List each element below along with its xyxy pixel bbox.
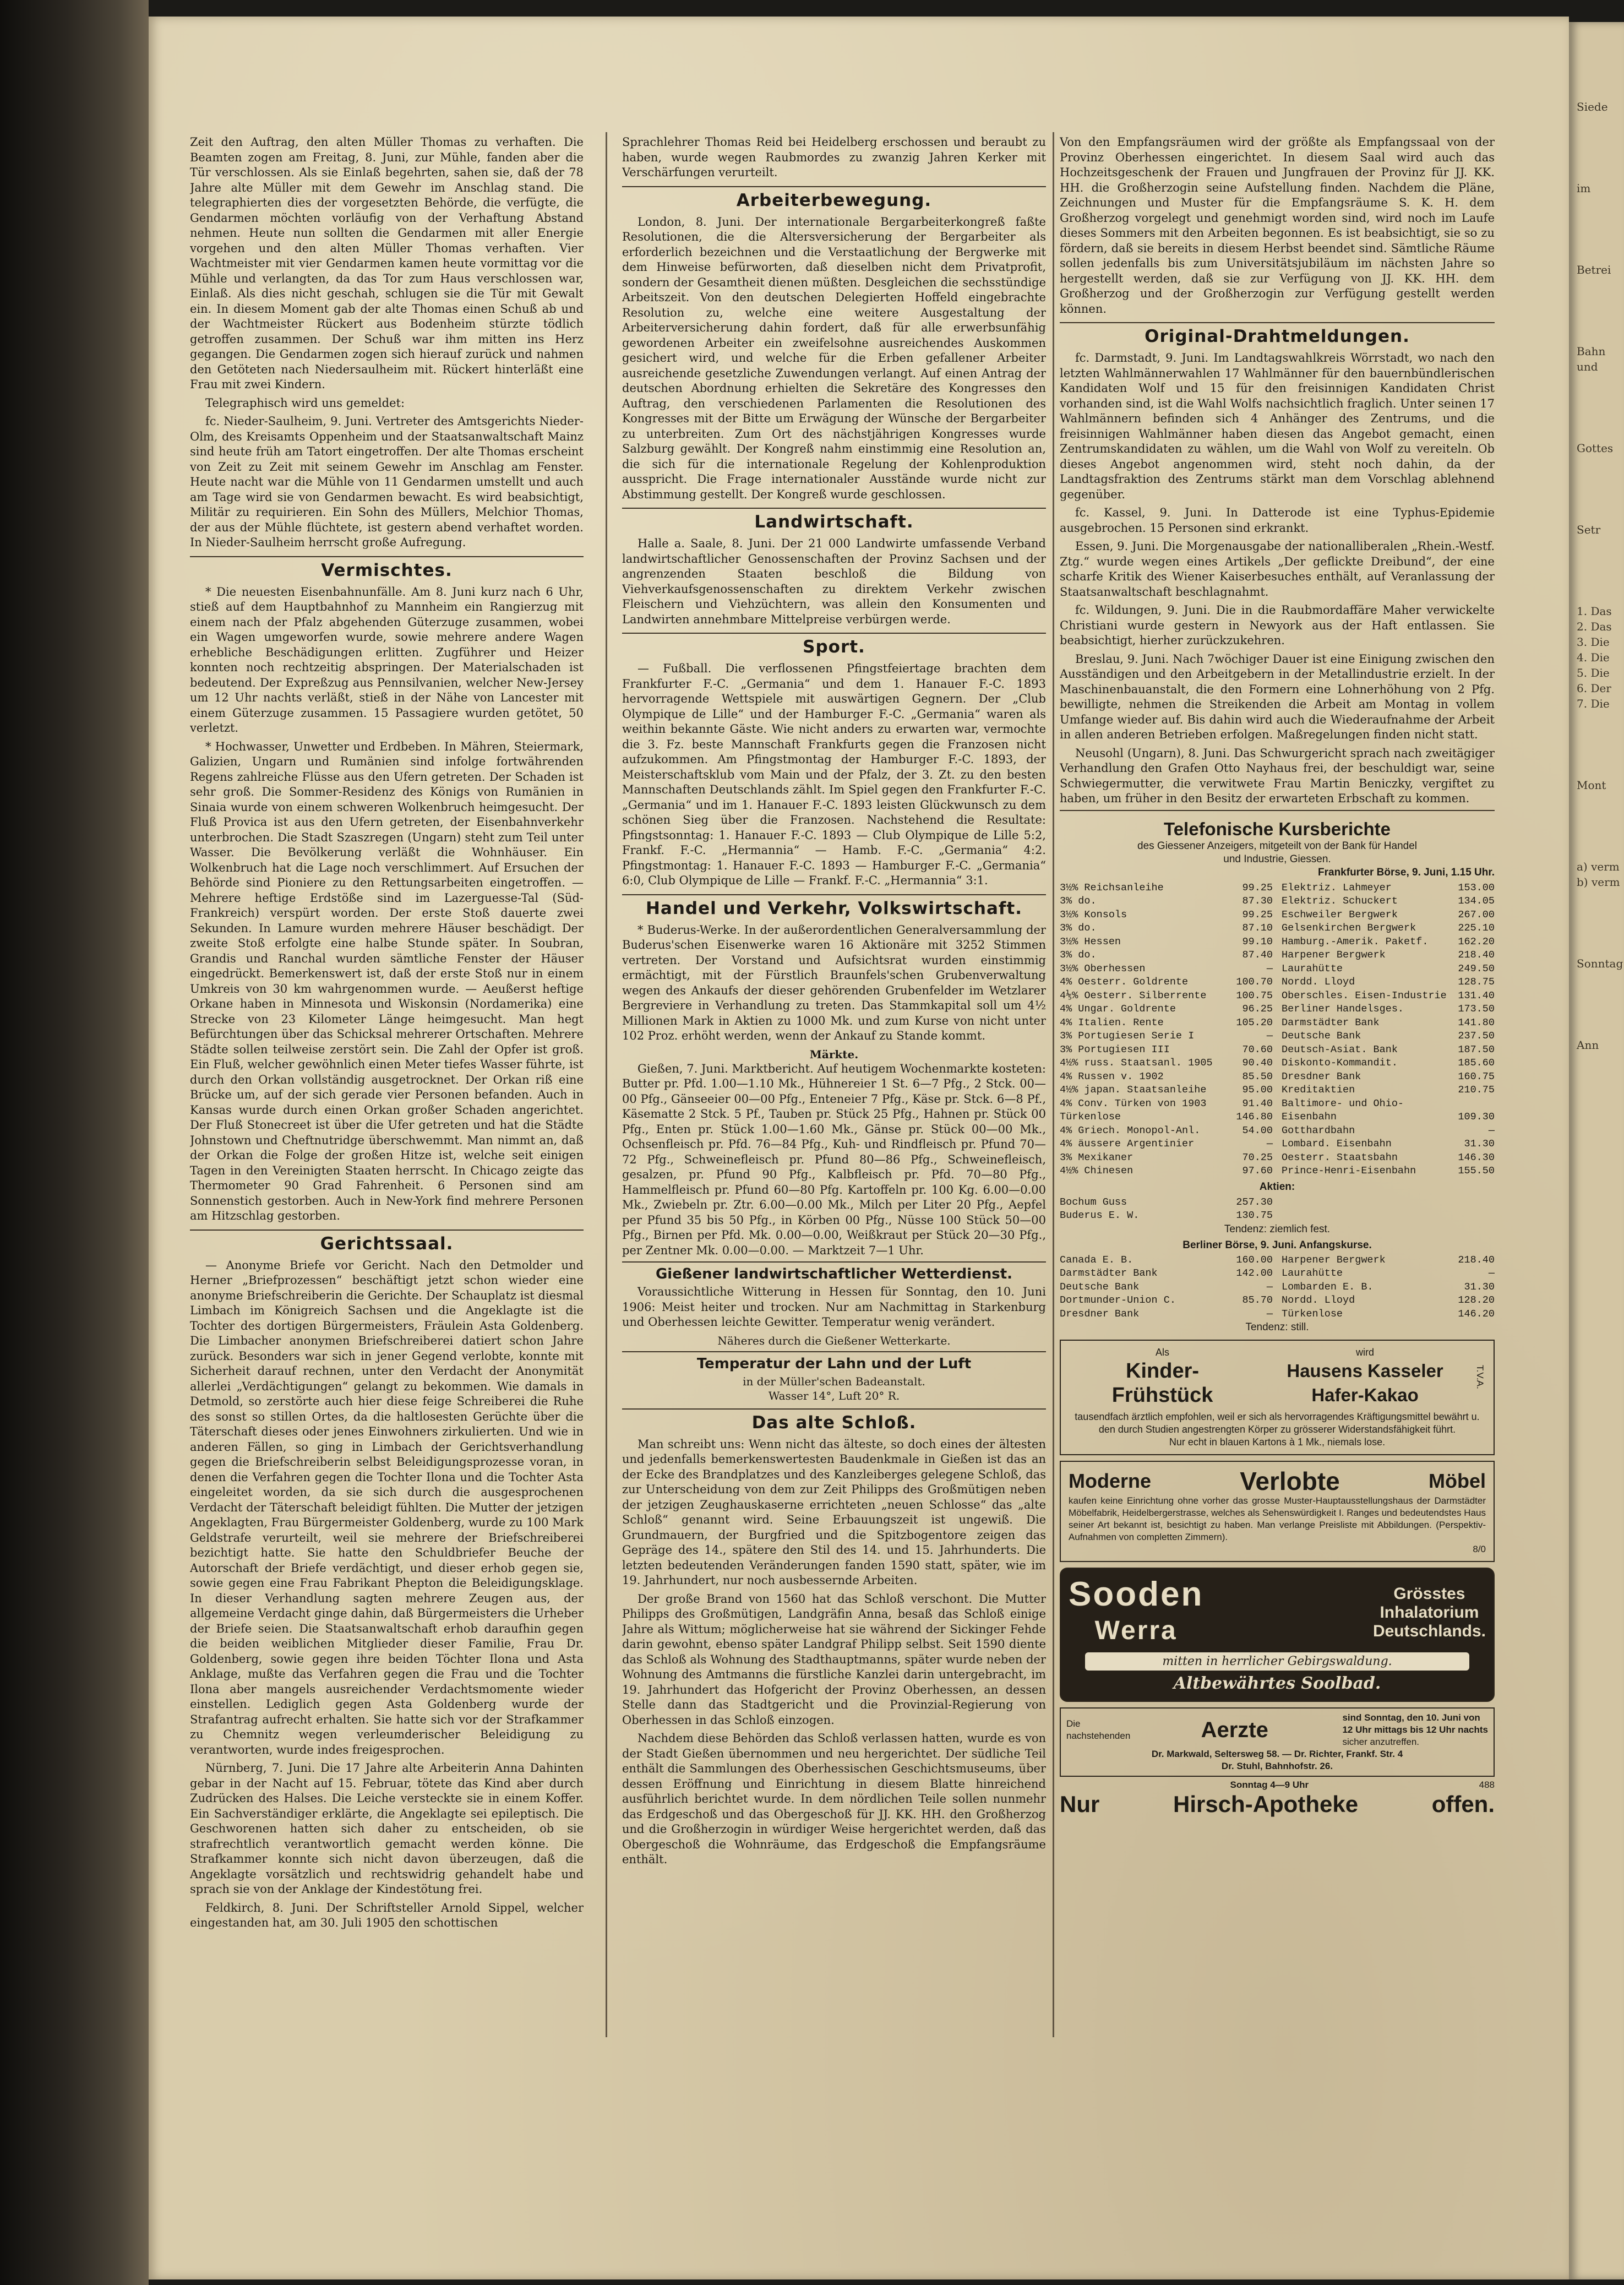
article-paragraph: Feldkirch, 8. Juni. Der Schriftsteller Arnold Sippel, welcher eingestanden hat, am 30. Juli 1905 den schottischen <box>190 1901 584 1929</box>
article-paragraph: * Hochwasser, Unwetter und Erdbeben. In Mähren, Steiermark, Galizien, Ungarn und Rumänien sind infolge fortwährenden Regens zahlreiche Flüsse aus den Ufern getreten. Der Schaden ist sehr groß. Die Sommer-Residenz des Königs von Rumänien in Sinaia wurde von einem schweren Wolkenbruch heimgesucht. Der Fluß Provica ist aus den Ufern getreten, der Eisenbahnverkehr unterbrochen. Die Stadt Szaszregen (Ungarn) steht zum Teil unter Wasser. Die Bevölkerung verläßt die Wohnhäuser. Ein Wolkenbruch hat die Lage noch verschlimmert. Auf Ersuchen der Behörde sind Pioniere zu den Rettungsarbeiten eingetroffen. — Mehrere heftige Erdstöße sind im Lazerguesse-Tal (Süd-Frankreich) verspürt worden. Der erste Stoß dauerte zwei Sekunden. In Lamure wurden mehrere Häuser beschädigt. Der zweite Stoß erfolgte eine halbe Stunde später. In Soubran, Grandis und Ranchal wurden sämtliche Fenster der Häuser eingedrückt. Bemerkenswert ist, daß der erste Stoß nur in einem Umkreis von 30 km wahrgenommen wurde. — Aeußerst heftige Orkane haben in Minnesota und Wiskonsin (Nordamerika) eine Strecke von 23 Kilometer Länge heimgesucht. Man hegt Befürchtungen über das Schicksal mehrerer Ortschaften. Mehrere Städte sollen teilweise zerstört sein. Die Zahl der Opfer ist groß. Ein Fluß, welcher gewöhnlich einen Meter tiefes Wasser führte, ist durch den Orkan vollständig ausgetrocknet. Der Orkan riß eine Brücke um, auf der sich gerade vier Personen befanden. Auch in Kansas wurde durch einen Orkan großer Schaden angerichtet. Der Fluß Stonecreet ist über die Ufer getreten und hat die Städte Johnstown und Cheftnutridge überschwemmt. Man nimmt an, daß der Orkan die Folge der großen Hitze ist, welche seit einigen Tagen in den Vereinigten Staaten herrscht. In Chicago zeigte das Thermometer 90 Grad Fahrenheit. 6 Personen sind am Sonnenstich gestorben. Auch in New-York find mehrere Personen am Hitzschlag gestorben. <box>190 739 584 1222</box>
stock-name: 3% do. <box>1060 922 1097 934</box>
stock-value: 31.30 <box>1464 1281 1495 1293</box>
frankfurt-exchange-header: Frankfurter Börse, 9. Juni, 1.15 Uhr. <box>1318 866 1495 878</box>
stock-name: 4½% Chinesen <box>1060 1165 1133 1177</box>
stock-name: Nordd. Lloyd <box>1282 976 1355 988</box>
stock-value: 87.30 <box>1242 895 1273 907</box>
stock-row <box>1060 1196 1273 1210</box>
stock-name: Oberschles. Eisen-Industrie <box>1282 989 1447 1002</box>
stock-row <box>1282 1151 1495 1165</box>
notice-doctor: Dr. Markwald, Seltersweg 58. — Dr. Richter, Frankf. Str. 4 <box>1151 1749 1403 1759</box>
stock-name: Oesterr. Staatsbahn <box>1282 1151 1398 1163</box>
stock-row <box>1282 922 1495 935</box>
stock-row <box>1282 935 1495 949</box>
adjacent-page-word: 7. Die <box>1577 697 1610 710</box>
adjacent-page-word: Bahn und <box>1577 345 1606 373</box>
stock-row <box>1282 1084 1495 1097</box>
stock-name: Dresdner Bank <box>1282 1070 1361 1082</box>
stock-value: 99.10 <box>1242 935 1273 948</box>
ad-text: tausendfach ärztlich empfohlen, weil er sich als hervorragendes Kräftigungsmittel bewährt u. den durch Studien angestrengten Körper zu grösserer Widerstandsfähigkeit führt. <box>1075 1411 1480 1435</box>
adjacent-page-word: b) verm <box>1577 875 1620 889</box>
stock-row <box>1060 935 1273 949</box>
stock-row <box>1282 908 1495 922</box>
stock-column-right <box>1282 882 1495 1178</box>
stock-name: 4½% russ. Staatsanl. 1905 <box>1060 1057 1213 1069</box>
ad-headline: Hafer-Kakao <box>1311 1385 1419 1405</box>
stock-row <box>1282 882 1495 895</box>
adjacent-page-word: a) verm <box>1577 860 1620 873</box>
stock-row <box>1060 962 1273 976</box>
notice-headline: Nur <box>1060 1791 1100 1817</box>
ad-headline: Werra <box>1094 1616 1178 1645</box>
stock-value: 173.50 <box>1458 1003 1495 1015</box>
article-paragraph: fc. Kassel, 9. Juni. In Datterode ist eine Typhus-Epidemie ausgebrochen. 15 Personen sind erkrankt. <box>1060 506 1495 535</box>
stock-name: Hamburg.-Amerik. Paketf. <box>1282 935 1429 948</box>
aktien-header: Aktien: <box>1259 1180 1295 1193</box>
stock-row <box>1282 1097 1495 1111</box>
stock-row <box>1060 1124 1273 1138</box>
stock-value: 160.00 <box>1236 1254 1273 1266</box>
notice-text: Sonntag 4—9 Uhr <box>1230 1780 1309 1790</box>
stock-row <box>1282 895 1495 908</box>
stock-name: 3% Portugiesen Serie I <box>1060 1030 1195 1042</box>
stock-row <box>1060 1151 1273 1165</box>
stock-name: Gotthardbahn <box>1282 1124 1355 1136</box>
stock-row <box>1282 1111 1495 1124</box>
ad-headline: Grösstes <box>1393 1585 1465 1603</box>
notice-aerzte <box>1060 1707 1495 1777</box>
stock-row <box>1060 1097 1273 1111</box>
stock-name: 3½% Konsols <box>1060 908 1127 921</box>
stock-value: 146.30 <box>1458 1151 1495 1163</box>
stock-value: 267.00 <box>1458 908 1495 921</box>
stock-row <box>1282 1043 1495 1057</box>
stock-name: 4% Conv. Türken von 1903 <box>1060 1097 1207 1109</box>
notice-text: sind Sonntag, den 10. Juni von <box>1342 1712 1480 1723</box>
stock-report-subtitle: und Industrie, Giessen. <box>1223 853 1331 865</box>
stock-name: Laurahütte <box>1282 962 1343 975</box>
stock-column-right <box>1282 1254 1495 1321</box>
section-heading: Handel und Verkehr, Volkswirtschaft. <box>622 894 1046 918</box>
article-paragraph: * Die neuesten Eisenbahnunfälle. Am 8. Juni kurz nach 6 Uhr, stieß auf dem Hauptbahnhof zu Mannheim ein Rangierzug mit einem nach der Pfalz abgehenden Güterzuge zusammen, wobei ein Wagen umgeworfen wurde, sowie mehrere andere Wagen erhebliche Beschädigungen erlitten. Zugführer und Heizer konnten noch rechtzeitig abspringen. Der Materialschaden ist bedeutend. Der Expreßzug aus Pennsilvanien, welcher New-Jersey um 12 Uhr nachts verläßt, stieß in der Nähe von Lancester mit einem Güterzuge zusammen. 15 Passagiere wurden getötet, 50 verletzt. <box>190 585 584 735</box>
stock-value: 155.50 <box>1458 1165 1495 1177</box>
stock-row <box>1282 1016 1495 1030</box>
article-paragraph: Breslau, 9. Juni. Nach 7wöchiger Dauer ist eine Einigung zwischen den Ausständigen und den Arbeitgebern in der Metallindustrie erzielt. In der Maschinenbauanstalt, die den Formern eine Lohnerhöhung von 2 Pfg. bewilligte, nehmen die Streikenden die Arbeit am Montag in vollem Umfange wieder auf. Bis dahin wird auch die Wiederaufnahme der Arbeit in allen anderen Betrieben erfolgen. Maßregelungen finden nicht statt. <box>1060 652 1495 741</box>
stock-name: 4% Griech. Monopol-Anl. <box>1060 1124 1201 1136</box>
stock-row <box>1282 1138 1495 1151</box>
stock-name: Kreditaktien <box>1282 1084 1355 1096</box>
stock-name: Eschweiler Bergwerk <box>1282 908 1398 921</box>
section-heading: Sport. <box>622 633 1046 657</box>
section-heading: Das alte Schloß. <box>622 1408 1046 1433</box>
stock-row <box>1282 962 1495 976</box>
adjacent-page-word: Setr <box>1577 523 1601 536</box>
stock-report-subtitle: des Giessener Anzeigers, mitgeteilt von der Bank für Handel <box>1137 840 1417 852</box>
article-paragraph: Zeit den Auftrag, den alten Müller Thomas zu verhaften. Die Beamten zogen am Freitag, 8. Juni, zur Mühle, fanden aber die Tür verschlossen. Als sie Einlaß begehrten, sahen sie, daß der 78 Jahre alte Müller mit dem Gewehr im Anschlag stand. Die telegraphierten dies der vorgesetzten Behörde, die verfügte, die Gendarmen möchten vorläufig von der Verhaftung Abstand nehmen. Heute nun sollten die Gendarmen mit aller Energie vorgehen und den alten Müller Thomas verhaften. Vier Wachtmeister mit vier Gendarmen kamen heute vormittag vor die Mühle und verlangten, da das Tor zum Haus verschlossen war, Einlaß. Als dies nicht geschah, schlugen sie die Tür mit Gewalt ein. In diesem Moment gab der alte Thomas einen Schuß ab und der Wachtmeister Rückert aus Bodenheim stürzte tödlich getroffen zusammen. Der Schuß war ihm mitten ins Herz gegangen. Die Gendarmen zogen sich hierauf zurück und nahmen den Getöteten nach Niedersaulheim mit. Rückert hinterläßt eine Frau mit zwei Kindern. <box>190 135 584 391</box>
stock-value: 128.75 <box>1458 976 1495 988</box>
stock-name: 3½% Reichsanleihe <box>1060 882 1164 894</box>
adjacent-page-word: 6. Der <box>1577 682 1611 695</box>
adjacent-page-word: 5. Die <box>1577 666 1610 679</box>
stock-row <box>1282 1003 1495 1016</box>
stock-value: 218.40 <box>1458 949 1495 961</box>
stock-row <box>1060 1070 1273 1084</box>
stock-value: 131.40 <box>1458 989 1495 1002</box>
stock-value: 85.70 <box>1242 1294 1273 1306</box>
stock-name: Dortmunder-Union C. <box>1060 1294 1176 1306</box>
market-tendency: Tendenz: still. <box>1245 1321 1309 1333</box>
stock-name: Darmstädter Bank <box>1282 1016 1380 1029</box>
stock-row <box>1060 1003 1273 1016</box>
stock-value: 225.10 <box>1458 922 1495 934</box>
stock-value: — <box>1266 1138 1273 1150</box>
stock-row <box>1282 1254 1495 1267</box>
ad-headline: Verlobte <box>1240 1467 1340 1495</box>
stock-column-aktien <box>1060 1196 1273 1223</box>
stock-column-left <box>1060 1254 1273 1321</box>
stock-name: 4½% japan. Staatsanleihe <box>1060 1084 1207 1096</box>
stock-name: Deutsch-Asiat. Bank <box>1282 1043 1398 1056</box>
column-1 <box>190 135 584 2023</box>
column-divider <box>606 132 607 2037</box>
section-heading: Original-Drahtmeldungen. <box>1060 322 1495 346</box>
adjacent-page-word: Betrei <box>1577 263 1611 276</box>
notice-headline: Hirsch-Apotheke <box>1173 1791 1359 1817</box>
stock-row <box>1060 1057 1273 1070</box>
column-divider <box>1053 132 1054 2037</box>
stock-value: 87.40 <box>1242 949 1273 961</box>
stock-name: Berliner Handelsges. <box>1282 1003 1404 1015</box>
ad-text: Als <box>1156 1347 1170 1358</box>
stock-name: Elektriz. Schuckert <box>1282 895 1398 907</box>
stock-value: 142.00 <box>1236 1267 1273 1279</box>
stock-column-left <box>1060 882 1273 1178</box>
ad-headline: Kinder- <box>1126 1359 1200 1383</box>
stock-name: 4% Ungar. Goldrente <box>1060 1003 1176 1015</box>
stock-table-aktien <box>1060 1196 1495 1223</box>
article-paragraph: fc. Darmstadt, 9. Juni. Im Landtagswahlkreis Wörrstadt, wo nach den letzten Wahlmännerwahlen 17 Wahlmänner für den bauernbündlerischen Kandidaten Wolf und 15 für den freisinnigen Kandidaten Christ vorhanden sind, ist die Wahl Wolfs nachsichtlich fraglich. Unter seinen 17 Wahlmännern befinden sich 4 Anhänger des Zentrums, und die freisinnigen Wahlmänner haben diesen das Angebot gemacht, einen Zentrumskandidaten zu wählen, um die Wahl von Wolf zu vereiteln. Ob dieses Angebot angenommen wird, steht noch dahin, da der Landtagsfraktion des Zentrums stärkt man dem Vorschlag ablehnend gegenüber. <box>1060 351 1495 501</box>
stock-row <box>1282 1281 1495 1294</box>
stock-name: Baltimore- und Ohio- <box>1282 1097 1404 1109</box>
adjacent-page-word: 4. Die <box>1577 651 1610 664</box>
stock-value: 99.25 <box>1242 908 1273 921</box>
ad-headline: Deutschlands. <box>1372 1622 1486 1640</box>
article-paragraph: — Anonyme Briefe vor Gericht. Nach den Detmolder und Herner „Briefprozessen“ beschäftigt jetzt schon wieder eine anonyme Briefschreiberin die Gerichte. Der Schauplatz ist diesmal Limbach im Königreich Sachsen und die Angeklagte ist die Tochter des dortigen Bürgermeisters, Fräulein Asta Goldenberg. Die Limbacher anonymen Briefschreiberei datiert schon Jahre zurück. Besonders war sich in jener Gegend verlobte, konnte mit Sicherheit darauf rechnen, unter den Verdacht der Anonymität allerlei „Verdächtigungen“ gelangt zu bekommen. Wie damals in Detmold, so zerstörte auch hier diese feige Schreiberei die Ruhe des sonst so stillen Ortes, da die haltlosesten Gerüchte über die Täterschaft dieses oder jenes Einwohners zirkulierten. Und wie in anderen Fällen, so ging in Limbach der Gerichtsverhandlung gegen die Briefschreiberin selbst Beleidigungsprozesse voran, in denen die Verfahren gegen die Tochter Ilona und die Tochter Asta eingeleitet worden, da sie sich durch die ausgesprochenen Verdacht der Täterschaft beleidigt fühlten. Die Mutter der jetzigen Angeklagten, Frau Bürgermeister Goldenberg, wurde zu 100 Mark Geldstrafe verurteilt, weil sie mehrere der Briefschreiberei bezichtigt hatte. Sie hatte den Schuldbriefer Beuche der Autorschaft der Briefe verdächtigt, und dieser erhob gegen sie, sowie gegen eine Frau Fabrikant Phepton die Beleidigungsklage. In dieser Verhandlung sagten mehrere Zeugen aus, der allgemeine Verdacht ginge dahin, daß Bürgermeisters die Urheber der Briefe seien. Die Staatsanwaltschaft erhob daraufhin gegen die beiden weiblichen Mitglieder dieser Familie, Frau Dr. Goldenberg, sowie gegen ihre beiden Töchter Ilona und Asta Anklage, mußte das Verfahren gegen die Frau und die Tochter Ilona aber mangels ausreichender Verdachtsmomente wieder einstellen. Lediglich gegen Asta Goldenberg wurde der Strafantrag aufrecht erhalten. Sie hatte sich vor der Strafkammer zu Chemnitz wegen verleumderischer Beleidigung zu verantworten, wurde indes freigesprochen. <box>190 1258 584 1756</box>
book-binding-shadow <box>0 0 149 2285</box>
stock-value: 97.60 <box>1242 1165 1273 1177</box>
stock-name: 4⅕% Oesterr. Silberrente <box>1060 989 1207 1002</box>
stock-value: 109.30 <box>1458 1111 1495 1123</box>
stock-row <box>1282 976 1495 989</box>
ad-side-mark: T.V.A. <box>1475 1364 1485 1389</box>
stock-row <box>1060 1254 1273 1267</box>
ad-headline: Hausens Kasseler <box>1287 1361 1443 1381</box>
subheading: Märkte. <box>809 1047 859 1061</box>
stock-value: 105.20 <box>1236 1016 1273 1029</box>
article-paragraph: * Buderus-Werke. In der außerordentlichen Generalversammlung der Buderus'schen Eisenwerke waren 16 Aktionäre mit 3252 Stimmen vertreten. Der Vorstand und Aufsichtsrat wurden einstimmig ermächtigt, mit der Fürstlich Braunfels'schen Grubenverwaltung wegen des Ankaufs der dieser gehörenden Grubenfelder im Wetzlarer Bergreviere in Verhandlung zu treten. Das Stammkapital soll um 4½ Millionen Mark in Aktien zu 1000 Mk. und zum Kurse von nicht unter 102 Proz. erhöht werden, wenn der Ankauf zu Stande kommt. <box>622 923 1046 1042</box>
adjacent-page-word: 1. Das <box>1577 605 1612 618</box>
stock-value: 257.30 <box>1236 1196 1273 1208</box>
stock-value: — <box>1266 962 1273 975</box>
stock-value: 141.80 <box>1458 1016 1495 1029</box>
horizontal-rule <box>622 1261 1046 1263</box>
stock-row <box>1060 1209 1273 1223</box>
stock-value: 210.75 <box>1458 1084 1495 1096</box>
notice-text: 12 Uhr mittags bis 12 Uhr nachts <box>1342 1724 1488 1735</box>
stock-row <box>1282 1165 1495 1178</box>
stock-name: Darmstädter Bank <box>1060 1267 1158 1279</box>
article-paragraph: — Fußball. Die verflossenen Pfingstfeiertage brachten dem Frankfurter F.-C. „Germania“ und dem 1. Hanauer F.-C. 1893 hervorragende Wettspiele mit auswärtigen Gegnern. Der „Club Olympique de Lille“ und der Hamburger F.-C. „Germania“ waren als weithin bekannte Gäste. Wie nicht anders zu erwarten war, vermochte die 3. Fz. beste Mannschaft Frankfurts gegen die Franzosen nicht aufzukommen. Am Pfingstmontag der Hamburger F.-C. 1893, der Meisterschaftsklub vom Main und der Pfalz, der 3. Zt. zu den besten Mannschaften Deutschlands zählt. Im Spiel gegen den Frankfurter F.-C. „Germania“ und im 1. Hanauer F.-C. 1893 leisten Glückwunsch zu dem schönen Sieg über die Franzosen. Nachstehend die Resultate: Pfingstsonntag: 1. Hanauer F.-C. 1893 — Club Olympique de Lille 5:2, Frankf. F.-C. „Hermannia“ — Hamb. F.-C. „Germania“ 4:2. Pfingstmontag: 1. Hanauer F.-C. 1893 — Hamburger F.-C. „Germania“ 6:0, Club Olympique de Lille — Frankf. F.-C. „Hermannia“ 3:1. <box>622 662 1046 887</box>
ad-text: kaufen keine Einrichtung ohne vorher das grosse Muster-Hauptausstellungshaus der Darmstädter Möbelfabrik, Heidelbergerstrasse, welches als Sehenswürdigkeit I. Ranges und bedeutendstes Haus seiner Art bekannt ist, besichtigt zu haben. Man verlange Preisliste mit Abbildungen. (Perspektiv-Aufnahmen von completten Zimmern). <box>1069 1495 1486 1542</box>
article-paragraph: Man schreibt uns: Wenn nicht das älteste, so doch eines der ältesten und jedenfalls bemerkenswertesten Baudenkmale in Gießen ist das an der Ecke des Brandplatzes und des Kanzleiberges gelegene Schloß, das zur Unterscheidung von dem zur Zeit Philipps des Großmütigen neben der jetzigen Zeughauskaserne errichteten „neuen Schlosse“ das „alte Schloß“ genannt wird. Seine Erbauungszeit ist ungewiß. Die Grundmauern, der Burgfried und die Spitzbogentore zeigen das Gepräge des 14., spätere den Stil des 14. und 15. Jahrhunderts. Die letzten bedeutenden Veränderungen fanden 1590 statt, später, wie im 19. Jahrhundert, nur noch ausbessernde Arbeiten. <box>622 1437 1046 1587</box>
article-paragraph: Von den Empfangsräumen wird der größte als Empfangssaal von der Provinz Oberhessen eingerichtet. In diesem Saal wird auch das Hochzeitsgeschenk der Frauen und Jungfrauen der Provinz für JJ. KK. HH. die Großherzogin seine Aufstellung finden. Nachdem die Pläne, Zeichnungen und Muster für die Empfangsräume S. K. H. dem Großherzog vorgelegt und genehmigt worden sind, wird noch im Laufe dieses Sommers mit den Arbeiten begonnen. Es ist beabsichtigt, sie so zu fördern, daß sie bereits in diesem Herbst beendet sind. Sämtliche Räume sollen jedenfalls bis zum Universitätsjubiläum im nächsten Jahre so hergestellt werden, daß sie zur Verfügung von JJ. KK. HH. dem Großherzog und der Großherzogin zur Verfügung gestellt werden können. <box>1060 135 1495 315</box>
stock-value: 146.20 <box>1458 1308 1495 1320</box>
article-paragraph: Essen, 9. Juni. Die Morgenausgabe der nationalliberalen „Rhein.-Westf. Ztg.“ wurde wegen eines Artikels „Der geflickte Dreibund“, der eine scharfe Kritik des Wiener Kaiserbesuches enthält, auf Veranlassung der Staatsanwaltschaft beschlagnahmt. <box>1060 540 1495 599</box>
stock-name: 4% Russen v. 1902 <box>1060 1070 1164 1082</box>
stock-value: 185.60 <box>1458 1057 1495 1069</box>
stock-name: 3½% Hessen <box>1060 935 1121 948</box>
stock-name: 3% do. <box>1060 895 1097 907</box>
stock-value: — <box>1266 1308 1273 1320</box>
stock-row <box>1060 1138 1273 1151</box>
advertisement-sooden <box>1060 1568 1495 1702</box>
ad-code: 8/0 <box>1473 1544 1486 1554</box>
stock-name: 3% Mexikaner <box>1060 1151 1133 1163</box>
article-paragraph: Neusohl (Ungarn), 8. Juni. Das Schwurgericht sprach nach zweitägiger Verhandlung den Grafen Otto Nayhaus frei, der beschuldigt war, seine Schwiegermutter, die verwitwete Frau Martin Beniczky, vergiftet zu haben, um früher in den Besitz der erwarteten Erbschaft zu kommen. <box>1060 746 1495 805</box>
notice-apotheke <box>1060 1779 1495 1818</box>
stock-name: Türkenlose <box>1282 1308 1343 1320</box>
stock-value: 96.25 <box>1242 1003 1273 1015</box>
stock-name: Harpener Bergwerk <box>1282 949 1386 961</box>
article-paragraph: fc. Wildungen, 9. Juni. Die in die Raubmordaffäre Maher verwickelte Christiani wurde gestern in Newyork aus der Haft entlassen. Sie beabsichtigt, hierher zurückzukehren. <box>1060 603 1495 647</box>
horizontal-rule <box>1060 810 1495 811</box>
stock-row <box>1282 1030 1495 1043</box>
stock-name: Türkenlose <box>1060 1111 1121 1123</box>
stock-value: 70.60 <box>1242 1043 1273 1056</box>
notice-doctor: Dr. Stuhl, Bahnhofstr. 26. <box>1221 1761 1333 1771</box>
stock-value: 91.40 <box>1242 1097 1273 1109</box>
stock-row <box>1060 908 1273 922</box>
adjacent-page-word: 3. Die <box>1577 635 1610 649</box>
stock-name: Lombarden E. B. <box>1282 1281 1374 1293</box>
section-heading: Gerichtssaal. <box>190 1229 584 1254</box>
stock-name: Prince-Henri-Eisenbahn <box>1282 1165 1416 1177</box>
stock-value: — <box>1266 1281 1273 1293</box>
stock-value: 187.50 <box>1458 1043 1495 1056</box>
stock-name: Deutsche Bank <box>1060 1281 1140 1293</box>
stock-name: 3½% Oberhessen <box>1060 962 1146 975</box>
stock-row <box>1282 1124 1495 1138</box>
stock-row <box>1282 1070 1495 1084</box>
stock-row <box>1060 1294 1273 1308</box>
stock-value: 146.80 <box>1236 1111 1273 1123</box>
stock-row <box>1282 1308 1495 1321</box>
stock-row <box>1060 1267 1273 1281</box>
stock-value: 134.05 <box>1458 895 1495 907</box>
adjacent-page-fragment <box>1569 22 1624 2279</box>
stock-name: Dresdner Bank <box>1060 1308 1140 1320</box>
article-paragraph: fc. Nieder-Saulheim, 9. Juni. Vertreter des Amtsgerichts Nieder-Olm, des Kreisamts Oppenheim und der Staatsanwaltschaft Mainz sind heute früh am Tatort eingetroffen. Der alte Thomas erscheint von Zeit zu Zeit mit seinem Gewehr im Anschlag am Fenster. Heute nacht war die Mühle von 11 Gendarmen umstellt und auch am Tage wird sie von Gendarmen bewacht. Es wird beabsichtigt, Militär zu requirieren. Ein Sohn des Müllers, Melchior Thomas, der aus der Mühle flüchtete, ist gestern abend verhaftet worden. In Nieder-Saulheim herrscht große Aufregung. <box>190 415 584 549</box>
market-tendency: Tendenz: ziemlich fest. <box>1224 1223 1331 1235</box>
ad-slogan: Altbewährtes Soolbad. <box>1173 1674 1381 1693</box>
stock-value: 70.25 <box>1242 1151 1273 1163</box>
ad-headline: Frühstück <box>1111 1384 1213 1407</box>
stock-row <box>1282 1294 1495 1308</box>
ad-headline: Inhalatorium <box>1380 1603 1479 1622</box>
stock-row <box>1282 1267 1495 1281</box>
ad-band: mitten in herrlicher Gebirgswaldung. <box>1085 1652 1469 1671</box>
section-heading: Vermischtes. <box>190 556 584 580</box>
box-title: Gießener landwirtschaftlicher Wetterdienst. <box>655 1266 1013 1282</box>
stock-name: Lombard. Eisenbahn <box>1282 1138 1392 1150</box>
stock-name: 4% Oesterr. Goldrente <box>1060 976 1189 988</box>
weather-note: Näheres durch die Gießener Wetterkarte. <box>717 1334 951 1347</box>
stock-name: Nordd. Lloyd <box>1282 1294 1355 1306</box>
stock-name: Harpener Bergwerk <box>1282 1254 1386 1266</box>
stock-value: — <box>1488 1124 1495 1136</box>
section-heading: Landwirtschaft. <box>622 508 1046 532</box>
stock-row <box>1282 949 1495 962</box>
stock-row <box>1060 989 1273 1003</box>
article-paragraph: Sprachlehrer Thomas Reid bei Heidelberg erschossen und beraubt zu haben, wurde wegen Raubmordes zu zwanzig Jahren Kerker mit Verschärfungen verurteilt. <box>622 135 1046 179</box>
ad-text: wird <box>1356 1347 1375 1358</box>
stock-value: 85.50 <box>1242 1070 1273 1082</box>
stock-table-berlin <box>1060 1254 1495 1321</box>
stock-value: 99.25 <box>1242 882 1273 894</box>
stock-name: Bochum Guss <box>1060 1196 1127 1208</box>
temperature-line: in der Müller'schen Badeanstalt. <box>743 1374 925 1388</box>
stock-row <box>1060 1281 1273 1294</box>
article-paragraph: Der große Brand von 1560 hat das Schloß verschont. Die Mutter Philipps des Großmütigen, Landgräfin Anna, besaß das Schloß einige Jahre als Wittum; möglicherweise hat sie während der Sickinger Fehde darin gewohnt, ebenso später Landgraf Philipp selbst. Seit 1590 diente das Schloß als Wohnung des Stadthauptmanns, später wurde neben der Wohnung des Amtmanns die fürstliche Kanzlei darin untergebracht, im 19. Jahrhundert das Hofgericht der Provinz Oberhessen, an dessen Stelle dann das Stadtgericht und die Provinzial-Regierung von Oberhessen in das Schloß einzogen. <box>622 1592 1046 1727</box>
stock-value: 160.75 <box>1458 1070 1495 1082</box>
adjacent-page-word: Siede <box>1577 100 1608 113</box>
stock-report-title: Telefonische Kursberichte <box>1163 818 1391 839</box>
article-paragraph: Nürnberg, 7. Juni. Die 17 Jahre alte Arbeiterin Anna Dahinten gebar in der Nacht auf 15. Februar, tötete das Kind aber durch Zudrücken des Halses. Die Leiche versteckte sie in einem Koffer. Ein Sachverständiger erklärte, die Angeklagte sei epileptisch. Die Geschworenen hatten sich daher zu entscheiden, ob sie strafrechtlich verantwortlich gemacht werden könne. Die Strafkammer konnte sich nicht davon überzeugen, daß die Angeklagte vorsätzlich und rechtswidrig gehandelt habe und sprach sie von der Anklage der Kindestötung frei. <box>190 1761 584 1896</box>
stock-value: 31.30 <box>1464 1138 1495 1150</box>
stock-value: 249.50 <box>1458 962 1495 975</box>
stock-row <box>1060 1111 1273 1124</box>
ad-headline: Sooden <box>1069 1575 1204 1613</box>
stock-value: — <box>1488 1267 1495 1279</box>
stock-name: Laurahütte <box>1282 1267 1343 1279</box>
notice-headline: offen. <box>1431 1791 1495 1817</box>
stock-value: 90.40 <box>1242 1057 1273 1069</box>
adjacent-page-word: Ann <box>1577 1038 1599 1052</box>
notice-number: 488 <box>1479 1780 1495 1790</box>
stock-name: Diskonto-Kommandit. <box>1282 1057 1398 1069</box>
stock-value: 218.40 <box>1458 1254 1495 1266</box>
adjacent-page-word: Gottes <box>1577 442 1614 455</box>
notice-text: Die nachstehenden <box>1066 1718 1131 1741</box>
notice-headline: Aerzte <box>1201 1718 1268 1742</box>
stock-value: 153.00 <box>1458 882 1495 894</box>
adjacent-page-word: Mont <box>1577 779 1606 792</box>
stock-name: Canada E. B. <box>1060 1254 1133 1266</box>
stock-value: 100.70 <box>1236 976 1273 988</box>
stock-row <box>1282 989 1495 1003</box>
box-title: Temperatur der Lahn und der Luft <box>696 1355 972 1372</box>
advertisement-kakao <box>1060 1340 1495 1455</box>
article-paragraph: Telegraphisch wird uns gemeldet: <box>205 396 405 410</box>
stock-name: Elektriz. Lahmeyer <box>1282 882 1392 894</box>
article-paragraph: Nachdem diese Behörden das Schloß verlassen hatten, wurde es von der Stadt Gießen übernommen und neu hergerichtet. Der südliche Teil enthält die Sammlungen des Oberhessischen Geschichtsmuseums, über dessen Eröffnung und Einrichtung in diesem Blatte hinreichend ausführlich berichtet wurde. In dem nördlichen Teile sollen nunmehr das Erdgeschoß und das Obergeschoß für JJ. KK. HH. den Großherzog und die Großherzogin in würdiger Weise hergerichtet werden, daß das Obergeschoß die Wohnräume, das Erdgeschoß die Empfangsräume enthält. <box>622 1732 1046 1866</box>
article-paragraph: Halle a. Saale, 8. Juni. Der 21 000 Landwirte umfassende Verband landwirtschaftlicher Genossenschaften der Provinz Sachsen und der angrenzenden Staaten beschloß die Bildung von Viehverkaufsgenossenschaften zu direktem Verkehr zwischen Fleischern und Viehzüchtern, was allein den Konsumenten und Landwirten annehmbare Mittelpreise verbürgen werde. <box>622 537 1046 626</box>
stock-row <box>1060 1165 1273 1178</box>
stock-name: 4% Italien. Rente <box>1060 1016 1164 1029</box>
stock-row <box>1282 1057 1495 1070</box>
stock-value: 95.00 <box>1242 1084 1273 1096</box>
column-3 <box>1060 135 1495 2051</box>
article-paragraph: London, 8. Juni. Der internationale Bergarbeiterkongreß faßte Resolutionen, die die Altersversicherung der Bergarbeiter als erforderlich bezeichnen und die Verstaatlichung der Bergwerke mit dem Hinweise befürworten, daß dieselben nicht dem Privatprofit, sondern der Gesamtheit dienen müßten. Desgleichen die sechsstündige Arbeitszeit. Von den deutschen Delegierten Hoffeld eingebrachte Resolution zu, welche eine weitere Ausgestaltung der Arbeiterversicherung dahin fordert, daß für alle erwerbsunfähig gewordenen Arbeiter ein zweifelsohne ausreichendes Auskommen gesichert wird, und welche für die Erben gefallener Arbeiter ausreichende gesetzliche Zuwendungen verlangt. Auf einen Antrag der deutschen Abordnung erhielten die Sekretäre des Kongresses den Auftrag, den verschiedenen Parlamenten die Resolutionen des Kongresses mit der Bitte um Erwägung der Wünsche der Bergarbeiter zu unterbreiten. Zum Ort des nächstjährigen Kongresses wurde Salzburg gewählt. Der Kongreß nahm einstimmig eine Resolution an, die sich für die internationale Regelung der Kohlenproduktion ausspricht. Die Frage internationaler Ausstände wurde nicht zur Abstimmung gestellt. Der Kongreß wurde geschlossen. <box>622 215 1046 501</box>
stock-value: 100.75 <box>1236 989 1273 1002</box>
stock-row <box>1060 949 1273 962</box>
advertisement-moebel <box>1060 1461 1495 1562</box>
ad-text: Nur echt in blauen Kartons à 1 Mk., niemals lose. <box>1169 1437 1386 1448</box>
ad-headline: Moderne <box>1069 1470 1152 1492</box>
stock-value: 128.20 <box>1458 1294 1495 1306</box>
stock-name: Buderus E. W. <box>1060 1210 1140 1221</box>
stock-row <box>1060 1084 1273 1097</box>
stock-row <box>1060 922 1273 935</box>
stock-value: 54.00 <box>1242 1124 1273 1136</box>
stock-name: Gelsenkirchen Bergwerk <box>1282 922 1416 934</box>
column-2 <box>622 135 1046 2051</box>
stock-value: 87.10 <box>1242 922 1273 934</box>
notice-text: sicher anzutreffen. <box>1342 1737 1419 1747</box>
stock-name: 3% Portugiesen III <box>1060 1043 1170 1056</box>
stock-value: — <box>1266 1030 1273 1042</box>
stock-name: Deutsche Bank <box>1282 1030 1361 1042</box>
adjacent-page-word: im <box>1577 182 1591 195</box>
stock-table-frankfurt <box>1060 882 1495 1178</box>
stock-row <box>1060 1308 1273 1321</box>
section-heading: Arbeiterbewegung. <box>622 186 1046 210</box>
horizontal-rule <box>622 1351 1046 1352</box>
stock-row <box>1060 1043 1273 1057</box>
ad-headline: Möbel <box>1429 1470 1486 1492</box>
stock-value: 162.20 <box>1458 935 1495 948</box>
stock-row <box>1060 895 1273 908</box>
article-paragraph: Gießen, 7. Juni. Marktbericht. Auf heutigem Wochenmarkte kosteten: Butter pr. Pfd. 1.00—1.10 Mk., Hühnereier 1 St. 6—7 Pfg., 2 Stck. 00—00 Pfg., Gänseeier 00—00 Pfg., Enteneier 7 Pfg., Käse pr. Stck. 6—8 Pf., Käsematte 2 Stck. 5 Pf., Tauben pr. Stück 25 Pfg., Hahnen pr. Stück 00 Pfg., Enten pr. Stück 1.00—1.60 Mk., Gänse pr. Stück 00—00 Mk., Ochsenfleisch pr. Pfd. 76—84 Pfg., Kuh- und Rindfleisch pr. Pfund 70—72 Pfg., Schweinefleisch pr. Pfund 80—86 Pfg., Schweinefleisch, gesalzen, pr. Pfund 90 Pfg., Kalbfleisch pr. Pfd. 70—80 Pfg., Hammelfleisch pr. Pfund 60—80 Pfg. Kartoffeln pr. 100 Kg. 6.00—0.00 Mk., Zwiebeln pr. Ztr. 6.00—0.00 Mk., Milch per Liter 20 Pfg., Aepfel per Pfund 35 bis 50 Pfg., in Körben 00 Pfg., Nüsse 100 Stück 50—00 Pfg., Birnen per Pfd. Mk. 0.00—0.00, Weißkraut per Stück 20—30 Pfg., per Zentner Mk. 0.00—0.00. — Marktzeit 7—1 Uhr. <box>622 1062 1046 1257</box>
stock-name: 4% äussere Argentinier <box>1060 1138 1195 1150</box>
adjacent-page-word: 2. Das <box>1577 620 1612 633</box>
temperature-line: Wasser 14°, Luft 20° R. <box>768 1389 900 1402</box>
stock-row <box>1060 976 1273 989</box>
stock-value: 130.75 <box>1236 1210 1273 1221</box>
stock-value: 237.50 <box>1458 1030 1495 1042</box>
stock-row <box>1060 1016 1273 1030</box>
stock-row <box>1060 882 1273 895</box>
stock-name: 3% do. <box>1060 949 1097 961</box>
stock-row <box>1060 1030 1273 1043</box>
weather-forecast: Voraussichtliche Witterung in Hessen für Sonntag, den 10. Juni 1906: Meist heiter und trocken. Nur am Nachmittag in Starkenburg und Oberhessen leichte Gewitter. Temperatur wenig verändert. <box>622 1285 1046 1329</box>
adjacent-page-word: Sonntag <box>1577 957 1623 970</box>
berlin-exchange-header: Berliner Börse, 9. Juni. Anfangskurse. <box>1182 1239 1372 1251</box>
stock-name: Eisenbahn <box>1282 1111 1337 1123</box>
